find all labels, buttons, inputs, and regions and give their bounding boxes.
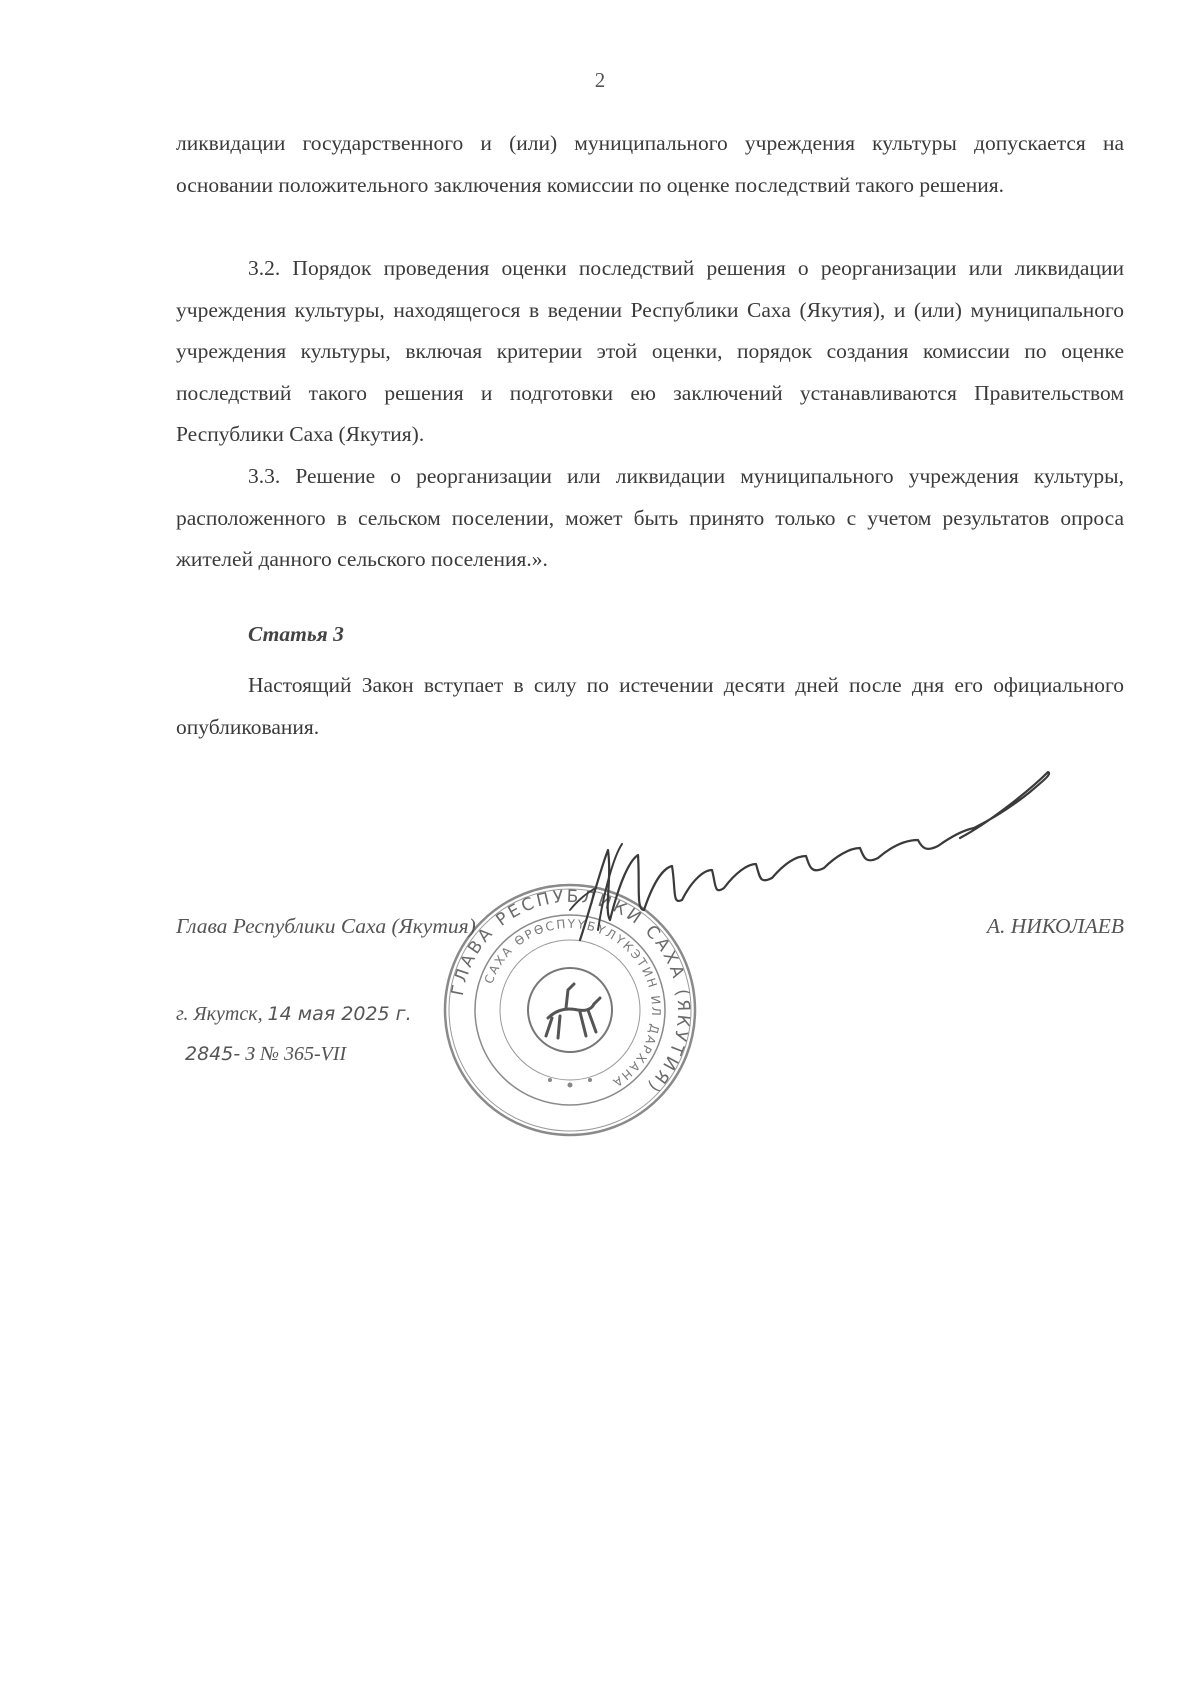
article-3-text: Настоящий Закон вступает в силу по истечении десяти дней после дня его официального опубликования. [176, 673, 1124, 739]
page-number: 2 [594, 68, 606, 92]
paragraph-3-3: 3.3. Решение о реорганизации или ликвидации муниципального учреждения культуры, расположенного в сельском поселении, может быть принято только с учетом результатов опроса жителей данного сельского поселения.». [176, 464, 1124, 571]
place-and-date [176, 1003, 412, 1026]
signatory-title: Глава Республики Саха (Якутия) [176, 914, 476, 938]
article-3-heading: Статья 3 [248, 622, 344, 646]
seal-outer-text: ГЛАВА РЕСПУБЛИКИ САХА (ЯКУТИЯ) [447, 886, 694, 1098]
paragraph-3-2: 3.2. Порядок проведения оценки последствий решения о реорганизации или ликвидации учреждения культуры, находящегося в ведении Республики Саха (Якутия), и (или) муниципального учреждения культуры, включая критерии этой оценки, порядок создания комиссии по оценке последствий такого решения и подготовки ею заключений устанавливаются Правительством Республики Саха (Якутия). [176, 256, 1124, 446]
law-number-suffix: З № 365-VII [245, 1043, 347, 1065]
seal-inner-text: САХА ӨРӨСПҮҮБҮЛҮКЭТИН ИЛ ДАРХАНА [481, 916, 664, 1091]
place-label: г. Якутск, [176, 1003, 263, 1025]
law-number [185, 1043, 346, 1066]
handwritten-number: 2845- [185, 1043, 241, 1065]
paragraph-continuation: ликвидации государственного и (или) муниципального учреждения культуры допускается на основании положительного заключения комиссии по оценке последствий такого решения. [176, 131, 1124, 197]
signatory-name: А. НИКОЛАЕВ [986, 914, 1124, 938]
handwritten-date: 14 мая 2025 г. [267, 1003, 412, 1025]
horseman-emblem-icon [546, 984, 600, 1038]
